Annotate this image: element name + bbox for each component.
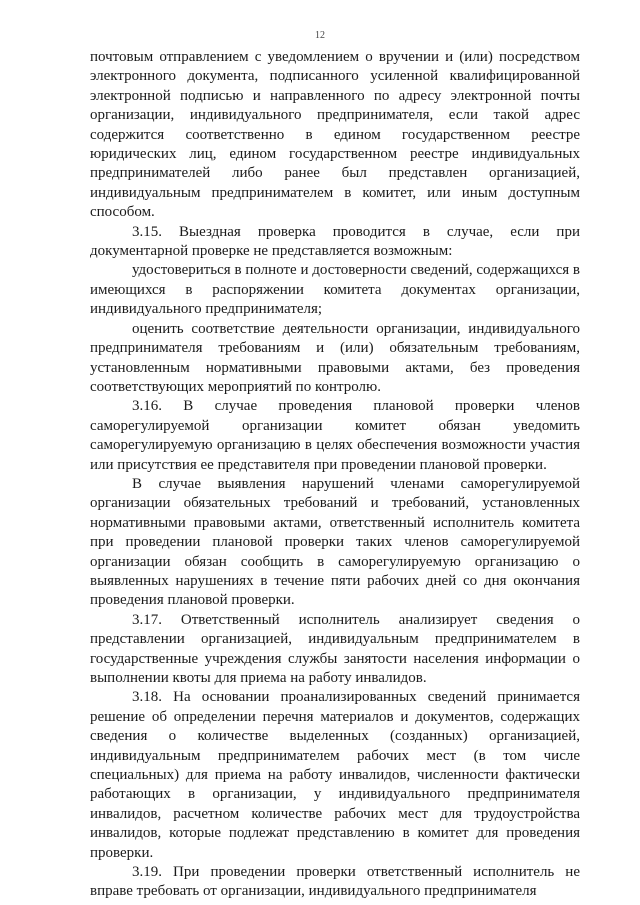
paragraph-3-15-item-2: оценить соответствие деятельности организации, индивидуального предпринимателя требованиям и (или) обязательным требованиям, установленным нормативными правовыми актами, без проведения соответствующих мероприятий по контролю. [90,320,580,395]
paragraph-continuation: почтовым отправлением с уведомлением о вручении и (или) посредством электронного документа, подписанного усиленной квалифицированной электронной подписью и направленного по адресу электронной почты организации, индивидуального предпринимателя, если такой адрес содержится соответственно в едином государственном реестре юридических лиц, едином государственном реестре индивидуальных предпринимателей либо ранее был представлен организацией, индивидуальным предпринимателем в комитет, или иным доступным способом. [90,49,580,221]
paragraph-3-19: 3.19. При проведении проверки ответственный исполнитель не вправе требовать от организации, индивидуального предпринимателя [90,864,580,900]
paragraph-3-16: 3.16. В случае проведения плановой проверки членов саморегулируемой организации комитет обязан уведомить саморегулируемую организацию в целях обеспечения возможности участия или присутствия ее представителя при проведении плановой проверки. [90,398,580,473]
paragraph-3-17: 3.17. Ответственный исполнитель анализирует сведения о представлении организацией, индивидуальным предпринимателем в государственные учреждения службы занятости населения информации о выполнении квоты для приема на работу инвалидов. [90,611,580,686]
page-number: 12 [315,30,325,41]
paragraph-3-15-item-1: удостовериться в полноте и достоверности сведений, содержащихся в имеющихся в распоряжении комитета документах организации, индивидуального предпринимателя; [90,262,580,318]
document-body [90,48,580,902]
paragraph-3-16-continued: В случае выявления нарушений членами саморегулируемой организации обязательных требований и требований, установленных нормативными правовыми актами, ответственный исполнитель комитета при проведении плановой проверки таких членов саморегулируемой организации обязан сообщить в саморегулируемую организацию о выявленных нарушениях в течение пяти рабочих дней со дня окончания проведения плановой проверки. [90,475,580,609]
paragraph-3-18: 3.18. На основании проанализированных сведений принимается решение об определении перечня материалов и документов, содержащих сведения о количестве выделенных (созданных) организацией, индивидуальным предпринимателем рабочих мест (в том числе специальных) для приема на работу инвалидов, численности фактически работающих в организации, у индивидуального предпринимателя инвалидов, расчетном количестве рабочих мест для трудоустройства инвалидов, которые подлежат представлению в комитет для проведения проверки. [90,689,580,861]
paragraph-3-15: 3.15. Выездная проверка проводится в случае, если при документарной проверке не представляется возможным: [90,223,580,260]
